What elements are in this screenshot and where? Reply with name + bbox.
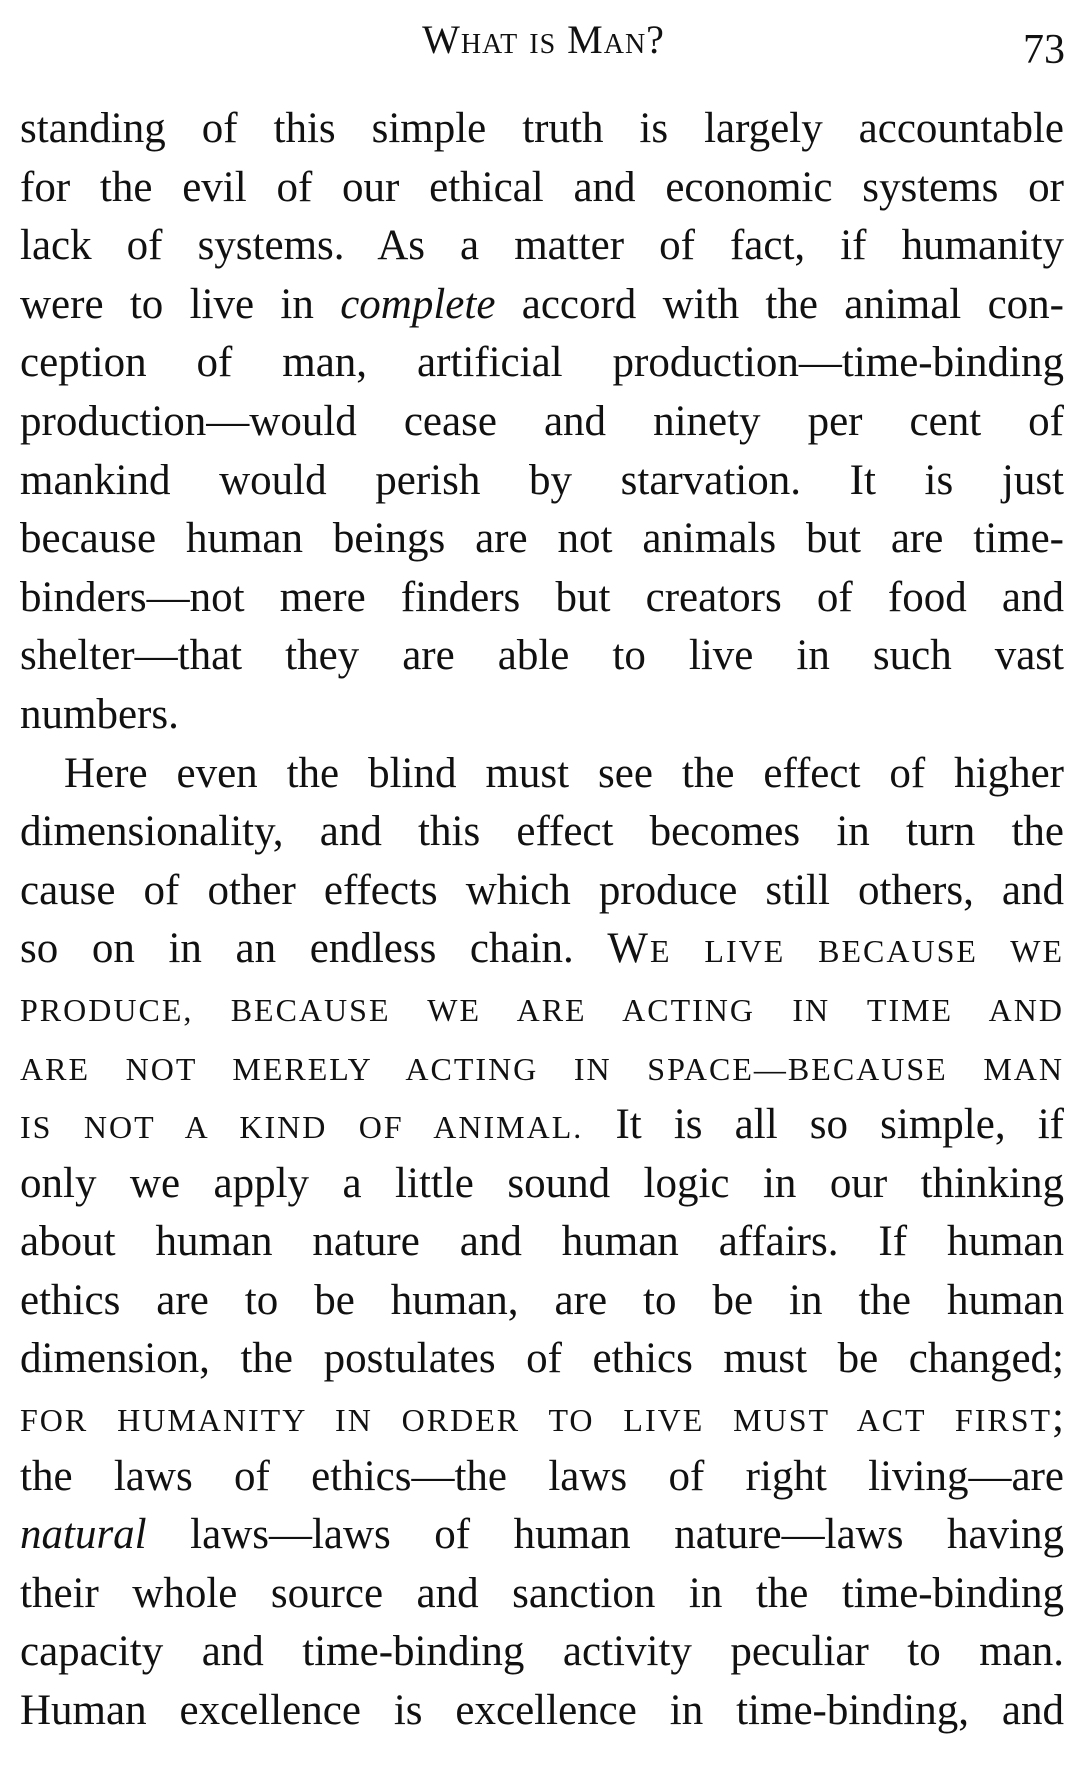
text-line: capacity and time-binding activity peculiar to man. (20, 1628, 1064, 1676)
text-line: dimensionality, and this effect becomes in turn the (20, 808, 1064, 856)
text-line: only we apply a little sound logic in our thinking (20, 1159, 1064, 1207)
small-caps-run: FOR HUMANITY IN ORDER TO LIVE MUST ACT FIRST (20, 1402, 1053, 1439)
running-title: What is Man? (422, 17, 665, 62)
text-line (20, 920, 1064, 979)
small-caps-run: PRODUCE, BECAUSE WE ARE ACTING IN TIME AND (20, 991, 1064, 1028)
text-line: ethics are to be human, are to be in the human (20, 1276, 1064, 1324)
text-line: production—would cease and ninety per cent of (20, 397, 1064, 445)
small-caps-run: ARE NOT MERELY ACTING IN SPACE—BECAUSE MAN (20, 1050, 1064, 1087)
text-line: Here even the blind must see the effect of higher (64, 749, 1064, 797)
text-line: cause of other effects which produce still others, and (20, 866, 1064, 914)
text-run: It is all so simple, if (583, 1101, 1064, 1149)
text-line: their whole source and sanction in the time-binding (20, 1569, 1064, 1617)
text-line: binders—not mere finders but creators of food and (20, 573, 1064, 621)
text-line: numbers. (20, 690, 179, 738)
text-line (20, 1038, 1064, 1097)
body-text (20, 100, 1064, 1741)
text-line: because human beings are not animals but are time- (20, 515, 1064, 563)
text-line: lack of systems. As a matter of fact, if humanity (20, 222, 1064, 270)
text-line: ception of man, artificial production—time-binding (20, 339, 1064, 387)
text-run: accord with the animal con- (495, 280, 1064, 328)
text-line (20, 979, 1064, 1038)
text-line: dimension, the postulates of ethics must be changed; (20, 1335, 1064, 1383)
small-caps-run: E LIVE BECAUSE WE (650, 933, 1064, 970)
italic-word: natural (20, 1511, 147, 1559)
running-head (0, 16, 1087, 76)
text-run: ; (1052, 1394, 1064, 1442)
text-line: the laws of ethics—the laws of right living—are (20, 1452, 1064, 1500)
text-line: standing of this simple truth is largely accountable (20, 105, 1064, 152)
text-line (20, 1096, 1064, 1155)
text-line: about human nature and human affairs. If human (20, 1218, 1064, 1266)
italic-word: complete (340, 280, 496, 328)
text-line (20, 1389, 1064, 1448)
page-number: 73 (1023, 27, 1065, 73)
text-run: were to live in (20, 280, 341, 328)
text-line (20, 276, 1064, 335)
text-run: so on in an endless chain. (20, 925, 608, 973)
small-caps-initial: W (607, 925, 651, 973)
text-run: laws—laws of human nature—laws having (146, 1511, 1064, 1559)
text-line: shelter—that they are able to live in such vast (20, 632, 1064, 680)
text-line: mankind would perish by starvation. It is just (20, 456, 1064, 504)
small-caps-run: IS NOT A KIND OF ANIMAL. (20, 1109, 584, 1146)
text-line (20, 1506, 1064, 1565)
text-line: for the evil of our ethical and economic systems or (20, 163, 1064, 211)
text-line: Human excellence is excellence in time-binding, and (20, 1687, 1064, 1735)
